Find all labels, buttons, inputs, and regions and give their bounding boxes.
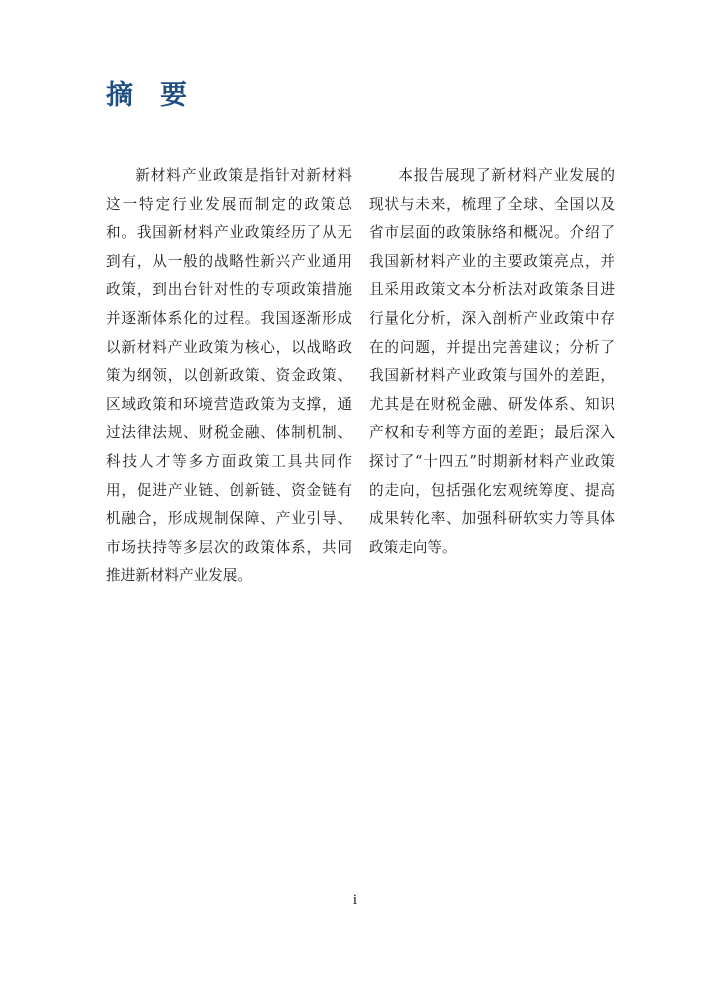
left-column: [106, 162, 352, 591]
title-char-1: 摘: [106, 80, 133, 111]
page-number: i: [352, 892, 358, 908]
page-title: [106, 82, 187, 109]
right-column: [369, 162, 615, 562]
left-paragraph: 新材料产业政策是指针对新材料这一特定行业发展而制定的政策总和。我国新材料产业政策经历了从无到有，从一般的战略性新兴产业通用政策，到出台针对性的专项政策措施并逐渐体系化的过程。我国逐渐形成以新材料产业政策为核心，以战略政策为纲领，以创新政策、资金政策、区域政策和环境营造政策为支撑，通过法律法规、财税金融、体制机制、科技人才等多方面政策工具共同作用，促进产业链、创新链、资金链有机融合，形成规制保障、产业引导、市场扶持等多层次的政策体系，共同推进新材料产业发展。: [106, 167, 352, 585]
right-paragraph: 本报告展现了新材料产业发展的现状与未来，梳理了全球、全国以及省市层面的政策脉络和概况。介绍了我国新材料产业的主要政策亮点，并且采用政策文本分析法对政策条目进行量化分析，深入剖析产业政策中存在的问题，并提出完善建议；分析了我国新材料产业政策与国外的差距，尤其是在财税金融、研发体系、知识产权和专利等方面的差距；最后深入探讨了“十四五”时期新材料产业政策的走向，包括强化宏观统筹度、提高成果转化率、加强科研软实力等具体政策走向等。: [369, 167, 615, 556]
title-char-2: 要: [160, 80, 187, 111]
